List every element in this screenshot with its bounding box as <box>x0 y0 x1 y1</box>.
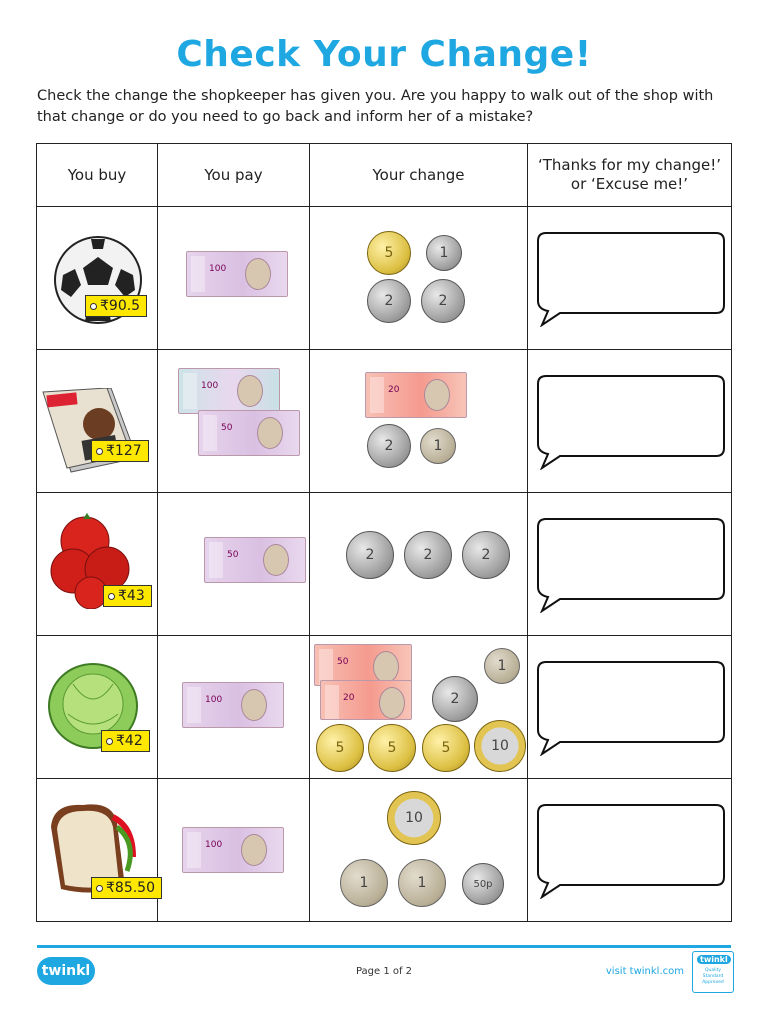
header-row <box>37 144 732 207</box>
coin-2: 2 <box>462 531 510 579</box>
page-number: Page 1 of 2 <box>355 966 413 977</box>
speech-bubble[interactable] <box>536 517 726 613</box>
coin-1: 1 <box>484 648 520 684</box>
coin-10: 10 <box>387 791 441 845</box>
rupee-note-100: 100 <box>186 251 288 297</box>
rupee-note-100: 100 <box>178 368 280 414</box>
table-row <box>37 350 732 493</box>
header-your-change: Your change <box>310 144 528 207</box>
coin-2: 2 <box>367 424 411 468</box>
visit-link[interactable]: visit twinkl.com <box>605 966 684 977</box>
rupee-note-100: 100 <box>182 827 284 873</box>
coin-1: 1 <box>340 859 388 907</box>
coin-2: 2 <box>346 531 394 579</box>
coin-50p: 50p <box>462 863 504 905</box>
coin-5: 5 <box>316 724 364 772</box>
coin-2: 2 <box>421 279 465 323</box>
coin-10: 10 <box>474 720 526 772</box>
page-title: Check Your Change! <box>176 34 592 75</box>
speech-bubble[interactable] <box>536 803 726 899</box>
coin-5: 5 <box>367 231 411 275</box>
table-row <box>37 493 732 636</box>
price-tag: ₹42 <box>101 730 150 752</box>
price-tag: ₹90.5 <box>85 295 147 317</box>
rupee-note-50: 50 <box>314 644 412 686</box>
coin-2: 2 <box>432 676 478 722</box>
coin-1: 1 <box>398 859 446 907</box>
footer-divider <box>37 945 731 948</box>
table-row <box>37 779 732 922</box>
price-tag: ₹85.50 <box>91 877 162 899</box>
speech-bubble[interactable] <box>536 374 726 470</box>
rupee-note-100: 100 <box>182 682 284 728</box>
rupee-note-20: 20 <box>365 372 467 418</box>
rupee-note-50: 50 <box>198 410 300 456</box>
price-tag: ₹43 <box>103 585 152 607</box>
header-you-buy: You buy <box>37 144 158 207</box>
coin-2: 2 <box>404 531 452 579</box>
worksheet-table <box>36 143 732 922</box>
header-you-pay: You pay <box>158 144 310 207</box>
rupee-note-20: 20 <box>320 680 412 720</box>
price-tag: ₹127 <box>91 440 149 462</box>
coin-2: 2 <box>367 279 411 323</box>
speech-bubble[interactable] <box>536 231 726 327</box>
coin-1: 1 <box>420 428 456 464</box>
instructions: Check the change the shopkeeper has given you. Are you happy to walk out of the shop with that change or do you need to go back and inform her of a mistake? <box>37 88 714 125</box>
table-row <box>37 207 732 350</box>
speech-bubble[interactable] <box>536 660 726 756</box>
quality-badge-icon: twinkl Quality Standard Approved <box>692 951 734 993</box>
header-response: ‘Thanks for my change!’ or ‘Excuse me!’ <box>528 144 732 207</box>
table-row <box>37 636 732 779</box>
coin-5: 5 <box>422 724 470 772</box>
coin-1: 1 <box>426 235 462 271</box>
twinkl-logo: twinkl <box>37 957 95 985</box>
rupee-note-50: 50 <box>204 537 306 583</box>
coin-5: 5 <box>368 724 416 772</box>
